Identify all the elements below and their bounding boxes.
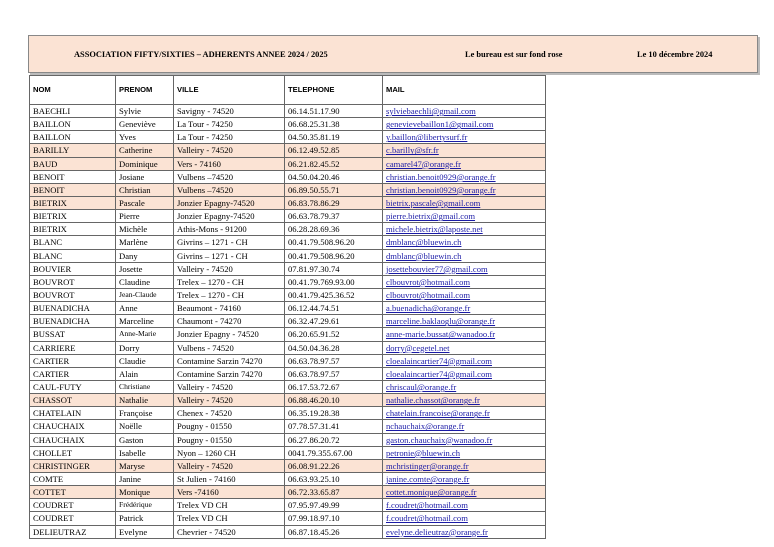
document-date: Le 10 décembre 2024 bbox=[637, 50, 713, 59]
prenom-cell: Claudine bbox=[116, 275, 174, 288]
prenom-cell: Nathalie bbox=[116, 394, 174, 407]
mail-link[interactable]: dorry@cegetel.net bbox=[383, 341, 546, 354]
mail-link[interactable]: nathalie.chassot@orange.fr bbox=[383, 394, 546, 407]
table-header-row bbox=[30, 76, 546, 105]
prenom-cell: Jean-Claude bbox=[116, 288, 174, 301]
nom-cell: CARTIER bbox=[30, 367, 116, 380]
prenom-cell: Marceline bbox=[116, 315, 174, 328]
table-row bbox=[30, 394, 546, 407]
ville-cell: Givrins – 1271 - CH bbox=[174, 236, 285, 249]
bureau-note: Le bureau est sur fond rose bbox=[465, 50, 563, 59]
nom-cell: BUSSAT bbox=[30, 328, 116, 341]
table-row bbox=[30, 275, 546, 288]
ville-cell: Vulbens –74520 bbox=[174, 183, 285, 196]
telephone-cell: 00.41.79.425.36.52 bbox=[285, 288, 383, 301]
nom-cell: CARTIER bbox=[30, 354, 116, 367]
ville-cell: Chaumont - 74270 bbox=[174, 315, 285, 328]
ville-cell: Jonzier Epagny-74520 bbox=[174, 196, 285, 209]
prenom-cell: Josiane bbox=[116, 170, 174, 183]
prenom-cell: Claudie bbox=[116, 354, 174, 367]
telephone-cell: 06.17.53.72.67 bbox=[285, 380, 383, 393]
table-row bbox=[30, 499, 546, 512]
ville-cell: Contamine Sarzin 74270 bbox=[174, 354, 285, 367]
table-row bbox=[30, 210, 546, 223]
telephone-cell: 06.14.51.17.90 bbox=[285, 105, 383, 118]
prenom-cell: Pascale bbox=[116, 196, 174, 209]
table-row bbox=[30, 118, 546, 131]
mail-link[interactable]: sylviebaechli@gmail.com bbox=[383, 105, 546, 118]
nom-cell: DELIEUTRAZ bbox=[30, 525, 116, 538]
ville-cell: Jonzier Epagny-74520 bbox=[174, 210, 285, 223]
mail-link[interactable]: nchauchaix@orange.fr bbox=[383, 420, 546, 433]
prenom-cell: Frédérique bbox=[116, 499, 174, 512]
telephone-cell: 06.28.28.69.36 bbox=[285, 223, 383, 236]
table-row bbox=[30, 223, 546, 236]
mail-link[interactable]: janine.comte@orange.fr bbox=[383, 472, 546, 485]
telephone-cell: 06.68.25.31.38 bbox=[285, 118, 383, 131]
nom-cell: CHOLLET bbox=[30, 446, 116, 459]
nom-cell: BOUVROT bbox=[30, 275, 116, 288]
prenom-cell: Pierre bbox=[116, 210, 174, 223]
ville-cell: St Julien - 74160 bbox=[174, 472, 285, 485]
nom-cell: COTTET bbox=[30, 486, 116, 499]
nom-cell: BIETRIX bbox=[30, 196, 116, 209]
prenom-cell: Sylvie bbox=[116, 105, 174, 118]
prenom-cell: Françoise bbox=[116, 407, 174, 420]
table-row bbox=[30, 236, 546, 249]
nom-cell: BAECHLI bbox=[30, 105, 116, 118]
nom-cell: COMTE bbox=[30, 472, 116, 485]
table-row bbox=[30, 459, 546, 472]
telephone-cell: 07.78.57.31.41 bbox=[285, 420, 383, 433]
prenom-cell: Anne-Marie bbox=[116, 328, 174, 341]
ville-cell: Valleiry - 74520 bbox=[174, 262, 285, 275]
mail-link[interactable]: mchristinger@orange.fr bbox=[383, 459, 546, 472]
telephone-cell: 07.95.97.49.99 bbox=[285, 499, 383, 512]
prenom-cell: Janine bbox=[116, 472, 174, 485]
table-row bbox=[30, 446, 546, 459]
prenom-cell: Yves bbox=[116, 131, 174, 144]
table-row bbox=[30, 144, 546, 157]
table-row bbox=[30, 472, 546, 485]
mail-link[interactable]: clbouvrot@hotmail.com bbox=[383, 288, 546, 301]
ville-cell: Pougny - 01550 bbox=[174, 420, 285, 433]
nom-cell: BIETRIX bbox=[30, 210, 116, 223]
ville-cell: Savigny - 74520 bbox=[174, 105, 285, 118]
mail-link[interactable]: cottet.monique@orange.fr bbox=[383, 486, 546, 499]
ville-cell: Trelex VD CH bbox=[174, 499, 285, 512]
telephone-cell: 06.63.78.79.37 bbox=[285, 210, 383, 223]
telephone-cell: 06.63.93.25.10 bbox=[285, 472, 383, 485]
telephone-cell: 06.32.47.29.61 bbox=[285, 315, 383, 328]
nom-cell: CARRIERE bbox=[30, 341, 116, 354]
telephone-cell: 06.12.44.74.51 bbox=[285, 302, 383, 315]
column-header-prenom: PRENOM bbox=[116, 76, 174, 105]
table-row bbox=[30, 420, 546, 433]
prenom-cell: Geneviève bbox=[116, 118, 174, 131]
document-title: ASSOCIATION FIFTY/SIXTIES – ADHERENTS ANNEE 2024 / 2025 bbox=[74, 50, 328, 59]
ville-cell: Vulbens - 74520 bbox=[174, 341, 285, 354]
table-row bbox=[30, 486, 546, 499]
prenom-cell: Christiane bbox=[116, 380, 174, 393]
table-row bbox=[30, 407, 546, 420]
telephone-cell: 06.72.33.65.87 bbox=[285, 486, 383, 499]
mail-link[interactable]: christian.benoit0929@orange.fr bbox=[383, 183, 546, 196]
table-row bbox=[30, 380, 546, 393]
ville-cell: Givrins – 1271 - CH bbox=[174, 249, 285, 262]
telephone-cell: 06.21.82.45.52 bbox=[285, 157, 383, 170]
mail-link[interactable]: petronie@bluewin.ch bbox=[383, 446, 546, 459]
ville-cell: Nyon – 1260 CH bbox=[174, 446, 285, 459]
ville-cell: Trelex – 1270 - CH bbox=[174, 288, 285, 301]
prenom-cell: Dany bbox=[116, 249, 174, 262]
table-body bbox=[30, 105, 546, 539]
telephone-cell: 06.87.18.45.26 bbox=[285, 525, 383, 538]
mail-link[interactable]: christian.benoit0929@orange.fr bbox=[383, 170, 546, 183]
telephone-cell: 04.50.35.81.19 bbox=[285, 131, 383, 144]
table-row bbox=[30, 315, 546, 328]
table-row bbox=[30, 183, 546, 196]
mail-link[interactable]: clbouvrot@hotmail.com bbox=[383, 275, 546, 288]
mail-link[interactable]: camarel47@orange.fr bbox=[383, 157, 546, 170]
prenom-cell: Alain bbox=[116, 367, 174, 380]
telephone-cell: 06.20.65.91.52 bbox=[285, 328, 383, 341]
table-row bbox=[30, 288, 546, 301]
nom-cell: BIETRIX bbox=[30, 223, 116, 236]
mail-link[interactable]: chriscaul@orange.fr bbox=[383, 380, 546, 393]
ville-cell: Beaumont - 74160 bbox=[174, 302, 285, 315]
ville-cell: Valleiry - 74520 bbox=[174, 144, 285, 157]
table-row bbox=[30, 170, 546, 183]
table-row bbox=[30, 341, 546, 354]
mail-link[interactable]: anne-marie.bussat@wanadoo.fr bbox=[383, 328, 546, 341]
telephone-cell: 00.41.79.508.96.20 bbox=[285, 236, 383, 249]
nom-cell: BAILLON bbox=[30, 131, 116, 144]
prenom-cell: Evelyne bbox=[116, 525, 174, 538]
mail-link[interactable]: c.barilly@sfr.fr bbox=[383, 144, 546, 157]
prenom-cell: Anne bbox=[116, 302, 174, 315]
telephone-cell: 06.63.78.97.57 bbox=[285, 367, 383, 380]
mail-link[interactable]: dmblanc@bluewin.ch bbox=[383, 249, 546, 262]
ville-cell: Chenex - 74520 bbox=[174, 407, 285, 420]
ville-cell: Pougny - 01550 bbox=[174, 433, 285, 446]
ville-cell: Chevrier - 74520 bbox=[174, 525, 285, 538]
ville-cell: La Tour - 74250 bbox=[174, 118, 285, 131]
ville-cell: La Tour - 74250 bbox=[174, 131, 285, 144]
ville-cell: Contamine Sarzin 74270 bbox=[174, 367, 285, 380]
header-banner bbox=[28, 35, 758, 73]
prenom-cell: Michèle bbox=[116, 223, 174, 236]
ville-cell: Trelex – 1270 - CH bbox=[174, 275, 285, 288]
mail-link[interactable]: pierre.bietrix@gmail.com bbox=[383, 210, 546, 223]
prenom-cell: Isabelle bbox=[116, 446, 174, 459]
mail-link[interactable]: michele.bietrix@laposte.net bbox=[383, 223, 546, 236]
table-row bbox=[30, 157, 546, 170]
table-row bbox=[30, 525, 546, 538]
column-header-ville: VILLE bbox=[174, 76, 285, 105]
telephone-cell: 06.08.91.22.26 bbox=[285, 459, 383, 472]
mail-link[interactable]: f.coudret@hotmail.com bbox=[383, 499, 546, 512]
mail-link[interactable]: cloealaincartier74@gmail.com bbox=[383, 354, 546, 367]
mail-link[interactable]: a.buenadicha@orange.fr bbox=[383, 302, 546, 315]
nom-cell: BUENADICHA bbox=[30, 302, 116, 315]
telephone-cell: 06.27.86.20.72 bbox=[285, 433, 383, 446]
ville-cell: Athis-Mons - 91200 bbox=[174, 223, 285, 236]
mail-link[interactable]: y.baillon@libertysurf.fr bbox=[383, 131, 546, 144]
nom-cell: BLANC bbox=[30, 249, 116, 262]
telephone-cell: 04.50.04.20.46 bbox=[285, 170, 383, 183]
ville-cell: Vers - 74160 bbox=[174, 157, 285, 170]
mail-link[interactable]: gaston.chauchaix@wanadoo.fr bbox=[383, 433, 546, 446]
mail-link[interactable]: bietrix.pascale@gmail.com bbox=[383, 196, 546, 209]
nom-cell: BOUVIER bbox=[30, 262, 116, 275]
prenom-cell: Monique bbox=[116, 486, 174, 499]
ville-cell: Valleiry - 74520 bbox=[174, 394, 285, 407]
prenom-cell: Gaston bbox=[116, 433, 174, 446]
mail-link[interactable]: marceline.baklaoglu@orange.fr bbox=[383, 315, 546, 328]
ville-cell: Valleiry - 74520 bbox=[174, 459, 285, 472]
telephone-cell: 07.81.97.30.74 bbox=[285, 262, 383, 275]
column-header-mail: MAIL bbox=[383, 76, 546, 105]
nom-cell: CHAUCHAIX bbox=[30, 433, 116, 446]
ville-cell: Jonzier Epagny - 74520 bbox=[174, 328, 285, 341]
nom-cell: BENOIT bbox=[30, 183, 116, 196]
mail-link[interactable]: dmblanc@bluewin.ch bbox=[383, 236, 546, 249]
nom-cell: BUENADICHA bbox=[30, 315, 116, 328]
table-row bbox=[30, 302, 546, 315]
nom-cell: CHRISTINGER bbox=[30, 459, 116, 472]
prenom-cell: Noëlle bbox=[116, 420, 174, 433]
table-row bbox=[30, 249, 546, 262]
telephone-cell: 00.41.79.508.96.20 bbox=[285, 249, 383, 262]
nom-cell: BARILLY bbox=[30, 144, 116, 157]
ville-cell: Vulbens –74520 bbox=[174, 170, 285, 183]
table-row bbox=[30, 105, 546, 118]
telephone-cell: 07.99.18.97.10 bbox=[285, 512, 383, 525]
telephone-cell: 06.88.46.20.10 bbox=[285, 394, 383, 407]
nom-cell: BOUVROT bbox=[30, 288, 116, 301]
table-row bbox=[30, 512, 546, 525]
table-row bbox=[30, 328, 546, 341]
telephone-cell: 0041.79.355.67.00 bbox=[285, 446, 383, 459]
nom-cell: BLANC bbox=[30, 236, 116, 249]
table-row bbox=[30, 196, 546, 209]
telephone-cell: 04.50.04.36.28 bbox=[285, 341, 383, 354]
ville-cell: Vers -74160 bbox=[174, 486, 285, 499]
telephone-cell: 06.12.49.52.85 bbox=[285, 144, 383, 157]
prenom-cell: Dorry bbox=[116, 341, 174, 354]
telephone-cell: 06.89.50.55.71 bbox=[285, 183, 383, 196]
column-header-telephone: TELEPHONE bbox=[285, 76, 383, 105]
nom-cell: CHASSOT bbox=[30, 394, 116, 407]
nom-cell: BAILLON bbox=[30, 118, 116, 131]
prenom-cell: Maryse bbox=[116, 459, 174, 472]
mail-link[interactable]: f.coudret@hotmail.com bbox=[383, 512, 546, 525]
table-row bbox=[30, 367, 546, 380]
prenom-cell: Josette bbox=[116, 262, 174, 275]
ville-cell: Trelex VD CH bbox=[174, 512, 285, 525]
table-row bbox=[30, 433, 546, 446]
members-table bbox=[29, 75, 546, 539]
table-row bbox=[30, 262, 546, 275]
nom-cell: BAUD bbox=[30, 157, 116, 170]
ville-cell: Valleiry - 74520 bbox=[174, 380, 285, 393]
nom-cell: CHAUCHAIX bbox=[30, 420, 116, 433]
mail-link[interactable]: cloealaincartier74@gmail.com bbox=[383, 367, 546, 380]
mail-link[interactable]: genevievebaillon1@gmail.com bbox=[383, 118, 546, 131]
telephone-cell: 00.41.79.769.93.00 bbox=[285, 275, 383, 288]
nom-cell: CHATELAIN bbox=[30, 407, 116, 420]
table-row bbox=[30, 354, 546, 367]
nom-cell: BENOIT bbox=[30, 170, 116, 183]
prenom-cell: Dominique bbox=[116, 157, 174, 170]
mail-link[interactable]: josettebouvier77@gmail.com bbox=[383, 262, 546, 275]
telephone-cell: 06.35.19.28.38 bbox=[285, 407, 383, 420]
telephone-cell: 06.83.78.86.29 bbox=[285, 196, 383, 209]
mail-link[interactable]: chatelain.francoise@orange.fr bbox=[383, 407, 546, 420]
mail-link[interactable]: evelyne.delieutraz@orange.fr bbox=[383, 525, 546, 538]
prenom-cell: Marlène bbox=[116, 236, 174, 249]
nom-cell: COUDRET bbox=[30, 499, 116, 512]
prenom-cell: Catherine bbox=[116, 144, 174, 157]
column-header-nom: NOM bbox=[30, 76, 116, 105]
table-row bbox=[30, 131, 546, 144]
nom-cell: COUDRET bbox=[30, 512, 116, 525]
prenom-cell: Patrick bbox=[116, 512, 174, 525]
telephone-cell: 06.63.78.97.57 bbox=[285, 354, 383, 367]
prenom-cell: Christian bbox=[116, 183, 174, 196]
nom-cell: CAUL-FUTY bbox=[30, 380, 116, 393]
